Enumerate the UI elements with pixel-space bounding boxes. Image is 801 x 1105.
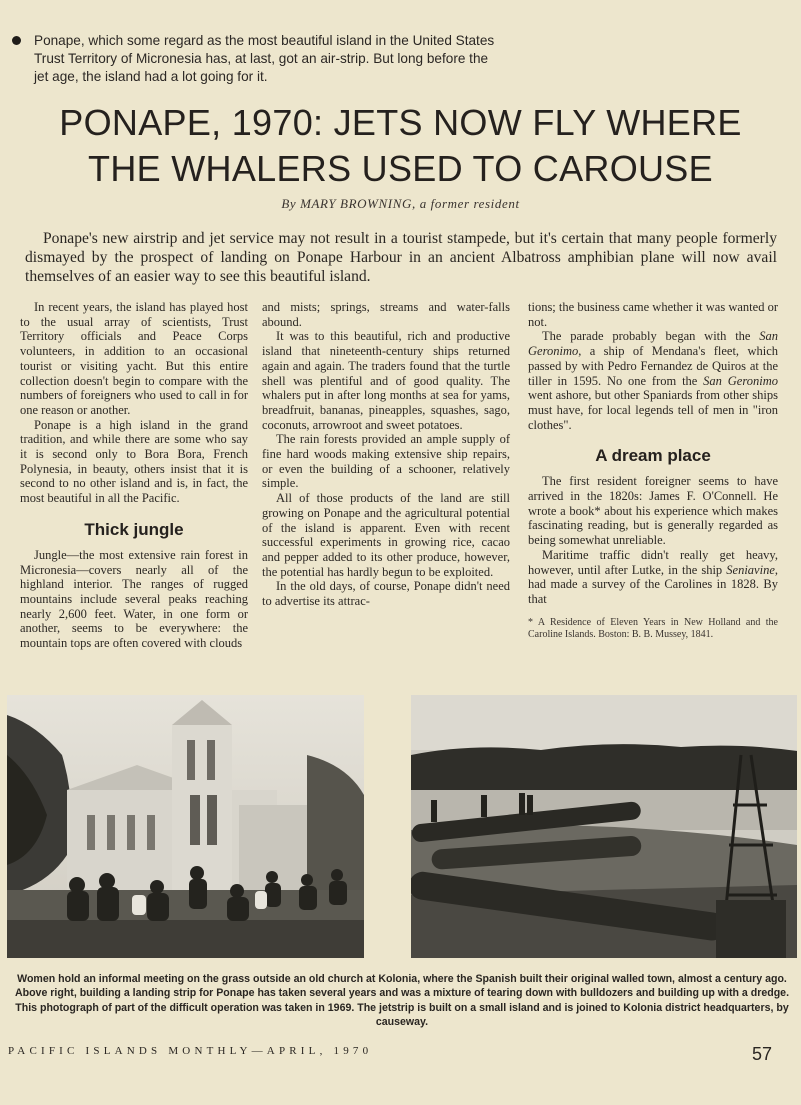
page-number: 57 bbox=[752, 1044, 773, 1064]
paragraph: It was to this beautiful, rich and productive island that nineteenth-century ships returned again and again. The traders found that the turtle shell was plentiful and of good quality. The whalers put in after long months at sea for yams, breadfruit, bananas, pineapples, squashes, sago, coconuts, arrowroot and sweet potatoes. bbox=[262, 329, 510, 432]
lede-paragraph: Ponape's new airstrip and jet service may not result in a tourist stampede, but it's certain that many people formerly dismayed by the prospect of landing on Ponape Harbour in an ancient Albatross amphibian plane will now avail themselves of an easier way to see this beautiful island. bbox=[25, 230, 777, 285]
paragraph: and mists; springs, streams and water-falls abound. bbox=[262, 300, 510, 329]
byline: By MARY BROWNING, a former resident bbox=[281, 196, 520, 211]
headline-line-2: THE WHALERS USED TO CAROUSE bbox=[88, 148, 713, 189]
subhead-thick-jungle: Thick jungle bbox=[84, 519, 184, 539]
photo-airstrip-construction bbox=[411, 695, 797, 958]
footnote: * A Residence of Eleven Years in New Holland and the Caroline Islands. Boston: B. B. Mussey, 1841. bbox=[528, 616, 778, 641]
paragraph: The rain forests provided an ample supply of fine hard woods making extensive ship repairs, or even the building of a schooner, relatively simple. bbox=[262, 432, 510, 491]
paragraph: Maritime traffic didn't really get heavy, however, until after Lutke, in the ship Seniavine, had made a survey of the Carolines in 1828. By that bbox=[528, 547, 778, 606]
paragraph: The first resident foreigner seems to have arrived in the 1820s: James F. O'Connell. He wrote a book* about his experience which makes fascinating reading, but is generally regarded as being somewhat unreliable. bbox=[528, 474, 778, 548]
bullet-icon bbox=[12, 36, 21, 45]
ship-name: San Geronimo bbox=[528, 329, 778, 359]
subhead-dream-place: A dream place bbox=[595, 446, 711, 466]
paragraph: In recent years, the island has played host to the usual array of scientists, Trust Territory officials and Peace Corps volunteers, in addition to an occasional tourist or visiting yacht. But this entire collection doesn't begin to compare with the numbers of foreigners who used to call in for one reason or another. bbox=[20, 300, 248, 417]
ship-name: Seniavine bbox=[726, 562, 775, 577]
headline bbox=[20, 100, 781, 192]
footer-publication: PACIFIC ISLANDS MONTHLY—APRIL, 1970 bbox=[8, 1045, 373, 1057]
paragraph: Ponape is a high island in the grand tradition, and while there are some who say it is second only to Bora Bora, French Polynesia, in beauty, others insist that it is second to no other island and is, in fact, the most beautiful in all the Pacific. bbox=[20, 417, 248, 506]
column-2 bbox=[262, 300, 510, 609]
column-1 bbox=[20, 300, 248, 651]
headline-line-1: PONAPE, 1970: JETS NOW FLY WHERE bbox=[59, 102, 742, 143]
paragraph: In the old days, of course, Ponape didn't need to advertise its attrac- bbox=[262, 579, 510, 609]
paragraph: The parade probably began with the San Geronimo, a ship of Mendana's fleet, which passed by with Pedro Fernandez de Quiros at the tiller in 1595. No one from the San Geronimo went ashore, but other Spaniards from other ships must have, for local legends tell of men in "iron clothes". bbox=[528, 329, 778, 432]
paragraph: tions; the business came whether it was wanted or not. bbox=[528, 300, 778, 329]
paragraph: All of those products of the land are still growing on Ponape and the agricultural potential of the island is apparent. Even with recent successful experiments in growing rice, cacao and pepper added to its other produce, however, the potential has hardly begun to be exploited. bbox=[262, 491, 510, 579]
kicker-text: Ponape, which some regard as the most beautiful island in the United States Trust Territory of Micronesia has, at last, got an air-strip. But long before the jet age, the island had a lot going for it. bbox=[34, 33, 495, 84]
photo-church-meeting bbox=[7, 695, 364, 958]
photo-caption: Women hold an informal meeting on the grass outside an old church at Kolonia, where the Spanish built their original walled town, almost a century ago. Above right, building a landing strip for Ponape has taken several years and was a mixture of tearing down with bulldozers and building up with a dredge. This photograph of part of the difficult operation was taken in 1969. The jetstrip is built on a small island and is joined to Kolonia district headquarters, by causeway. bbox=[14, 973, 790, 1029]
column-3 bbox=[528, 300, 778, 642]
paragraph: Jungle—the most extensive rain forest in Micronesia—covers nearly all of the highland interior. The ranges of rugged mountains include several peaks reaching nearly 2,600 feet. Water, in one form or another, seems to be everywhere: the mountain tops are often covered with clouds bbox=[20, 547, 248, 651]
kicker bbox=[12, 32, 502, 86]
ship-name: San Geronimo bbox=[703, 373, 778, 388]
